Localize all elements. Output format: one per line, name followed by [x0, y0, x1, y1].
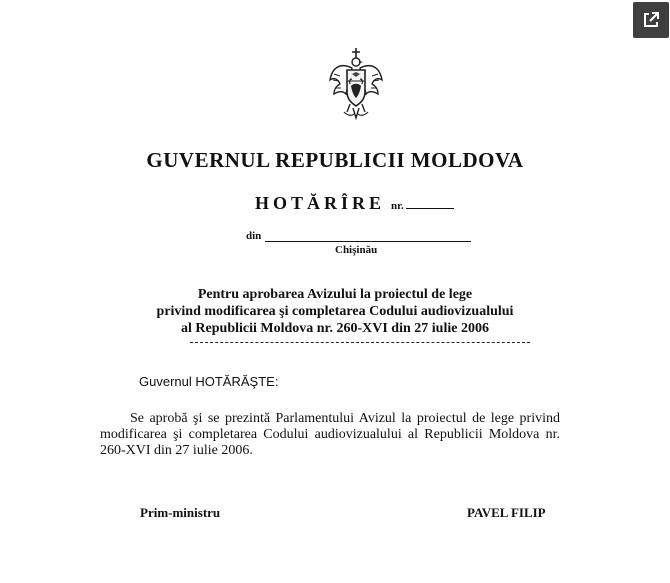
signature-name: PAVEL FILIP	[467, 505, 546, 520]
government-title: GUVERNUL REPUBLICII MOLDOVA	[146, 148, 524, 172]
subject-line-1: Pentru aprobarea Avizului la proiectul de lege	[197, 287, 473, 302]
decision-heading	[255, 193, 454, 214]
number-label: nr.	[391, 200, 404, 212]
subject-line-2: privind modificarea şi completarea Codului audiovizualului	[156, 304, 514, 319]
decision-subject	[0, 286, 670, 337]
coat-of-arms-emblem	[326, 46, 386, 124]
decree-intro: Guvernul HOTĂRĂŞTE:	[139, 374, 279, 389]
subject-line-3: al Republicii Moldova nr. 260-XVI din 27 iulie 2006	[181, 321, 489, 336]
open-external-button[interactable]	[633, 2, 669, 38]
date-blank-line	[265, 241, 471, 242]
external-link-icon	[642, 11, 660, 29]
decision-body: Se aprobă şi se prezintă Parlamentului Avizul la proiectul de lege privind modificarea şi completarea Codului audiovizualului al Republicii Moldova nr. 260-XVI din 27 iulie 2006.	[100, 411, 560, 458]
number-blank-line	[406, 207, 454, 209]
dashed-separator	[190, 342, 530, 343]
decision-word: HOTĂRÎRE	[255, 193, 386, 213]
date-label: din	[246, 230, 262, 242]
city-name: Chişinău	[335, 244, 378, 256]
signature-role: Prim-ministru	[140, 505, 221, 520]
